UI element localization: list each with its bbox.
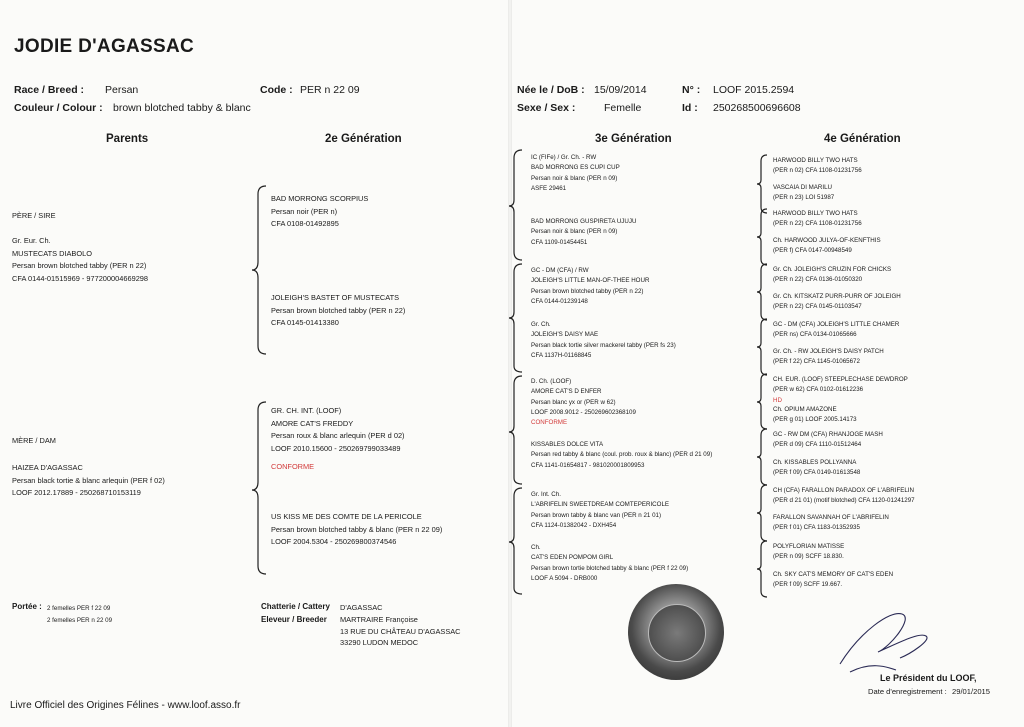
brace-gen4-4 (757, 319, 767, 375)
eleveur-line: MARTRAIRE Françoise (340, 615, 418, 624)
gen3-line: L'ABRIFELIN SWEETDREAM COMTEPERICOLE (531, 501, 670, 509)
gen4-line: (PER ns) CFA 0134-01065666 (773, 331, 857, 339)
gen4-line: Ch. KISSABLES POLLYANNA (773, 459, 857, 466)
gen4-line: (PER n 23) LOI 51987 (773, 194, 835, 202)
gen4-line: FARALLON SAVANNAH OF L'ABRIFELIN (773, 514, 889, 521)
gen3-line: LOOF 2008.9012 - 250269602368109 (531, 408, 636, 416)
sire-line: Persan brown blotched tabby (PER n 22) (12, 261, 147, 270)
brace-gen4-1 (757, 155, 767, 213)
portee-line: 2 femelles PER n 22 09 (47, 617, 113, 624)
date-enregistrement-label: Date d'enregistrement : (868, 687, 947, 696)
gen4-line: (PER n 22) CFA 1108-01231756 (773, 220, 862, 228)
brace-gen3-3 (509, 376, 522, 484)
gen3-line: Persan noir & blanc (PER n 09) (531, 228, 618, 236)
brace-gen4-2 (757, 209, 767, 265)
gen2-line: CFA 0108-01492895 (271, 219, 339, 228)
gen3-line: Persan noir & blanc (PER n 09) (531, 174, 618, 182)
gen3-line: Ch. (531, 544, 541, 551)
gen4-line: Gr. Ch. JOLEIGH'S CRUZIN FOR CHICKS (773, 266, 892, 273)
header-gen3: 3e Génération (595, 133, 672, 145)
numero-value: LOOF 2015.2594 (713, 84, 795, 96)
id-value: 250268500696608 (713, 102, 801, 114)
sire-line: Gr. Eur. Ch. (12, 236, 51, 245)
conforme-note: CONFORME (531, 419, 568, 427)
portee-list (47, 603, 112, 627)
code-value: PER n 22 09 (300, 84, 360, 96)
gen4-line: (PER n 02) CFA 1108-01231756 (773, 167, 862, 175)
brace-gen3-1 (509, 150, 522, 260)
gen4-line: (PER f 09) SCFF 19.667. (773, 581, 843, 589)
cat-name-title: JODIE D'AGASSAC (14, 36, 195, 57)
sire-label: PÈRE / SIRE (12, 211, 56, 220)
seal-emblem (648, 604, 706, 662)
gen4-line: HARWOOD BILLY TWO HATS (773, 210, 858, 217)
gen3-line: CFA 1109-01454451 (531, 238, 588, 246)
gen3-line: Persan brown tortie blotched tabby & blanc (PER f 22 09) (531, 564, 689, 572)
dam-line: LOOF 2012.17889 - 250268710153119 (12, 488, 141, 497)
gen4-line: Ch. SKY CAT'S MEMORY OF CAT'S EDEN (773, 571, 894, 578)
gen4-line: (PER w 62) CFA 0102-01612236 (773, 386, 864, 394)
eleveur-line: 33290 LUDON MEDOC (340, 638, 419, 647)
gen3-line: KISSABLES DOLCE VITA (531, 441, 604, 448)
gen2-line: BAD MORRONG SCORPIUS (271, 194, 369, 203)
race-value: Persan (105, 84, 139, 96)
eleveur-details (340, 614, 461, 649)
footer-text: Livre Officiel des Origines Félines - www.loof.asso.fr (10, 700, 241, 711)
gen3-line: CFA 1124-01382042 - DXH454 (531, 521, 617, 529)
gen4-line: Gr. Ch. - RW JOLEIGH'S DAISY PATCH (773, 348, 884, 355)
gen2-line: Persan roux & blanc arlequin (PER d 02) (271, 431, 405, 440)
gen2-line: GR. CH. INT. (LOOF) (271, 406, 342, 415)
portee-label: Portée : (12, 602, 42, 611)
gen3-line: JOLEIGH'S DAISY MAE (531, 331, 599, 339)
header-gen2: 2e Génération (325, 133, 402, 145)
sire-line: CFA 0144-01515969 - 977200004669298 (12, 273, 149, 283)
gen4-line: CH (CFA) FARALLON PARADOX OF L'ABRIFELIN (773, 487, 914, 494)
hd-note: HD (773, 396, 782, 404)
portee-line: 2 femelles PER f 22 09 (47, 605, 111, 612)
gen3-line: AMORE CAT'S D ENFER (531, 388, 602, 396)
gen3-line: Persan red tabby & blanc (coul. prob. roux & blanc) (PER d 21 09) (531, 451, 713, 459)
gen2-line: Persan brown blotched tabby (PER n 22) (271, 305, 406, 315)
couleur-value: brown blotched tabby & blanc (113, 102, 251, 114)
gen3-line: CFA 0144-01239148 (531, 297, 588, 305)
gen2-line: JOLEIGH'S BASTET OF MUSTECATS (271, 293, 400, 302)
gen2-line: AMORE CAT'S FREDDY (271, 418, 354, 428)
chatterie-label: Chatterie / Cattery (261, 602, 330, 611)
gen4-line: (PER f 09) CFA 0149-01613548 (773, 469, 861, 477)
dam-line: HAIZEA D'AGASSAC (12, 463, 83, 472)
brace-gen4-3 (757, 264, 767, 320)
gen2-line: CFA 0145-01413380 (271, 318, 339, 327)
gen3-line: GC - DM (CFA) / RW (531, 267, 589, 274)
dob-value: 15/09/2014 (594, 84, 647, 96)
brace-gen4-7 (757, 485, 767, 541)
loof-seal (628, 584, 724, 680)
gen2-line: Persan noir (PER n) (271, 206, 338, 216)
eleveur-label: Eleveur / Breeder (261, 615, 327, 624)
gen4-line: GC - DM (CFA) JOLEIGH'S LITTLE CHAMER (773, 321, 900, 328)
gen3-line: ASFE 29461 (531, 184, 567, 192)
gen2-line: LOOF 2004.5304 - 250269800374546 (271, 537, 397, 546)
gen3-line: Persan brown tabby & blanc van (PER n 21 01) (531, 511, 662, 519)
gen3-line: CFA 1141-01654817 - 981020001809953 (531, 461, 645, 469)
president-label: Le Président du LOOF, (880, 673, 977, 683)
gen4-line: (PER d 09) CFA 1110-01512464 (773, 441, 862, 449)
gen4-line: POLYFLORIAN MATISSE (773, 543, 845, 550)
gen3-line: CFA 1137H-01168845 (531, 351, 592, 359)
code-label: Code : (260, 84, 293, 96)
brace-gen3-4 (509, 488, 522, 594)
gen4-line: CH. EUR. (LOOF) STEEPLECHASE DEWDROP (773, 376, 908, 383)
gen3-line: Persan blanc yx or (PER w 62) (531, 398, 616, 406)
brace-gen4-5 (757, 374, 767, 429)
gen4-line: GC - RW DM (CFA) RHANJOGE MASH (773, 431, 883, 438)
gen2-line: LOOF 2010.15600 - 250269799033489 (271, 443, 401, 453)
sexe-value: Femelle (604, 102, 642, 114)
eleveur-line: 13 RUE DU CHÂTEAU D'AGASSAC (340, 626, 461, 636)
chatterie-value: D'AGASSAC (340, 603, 383, 612)
brace-gen3-2 (509, 264, 522, 372)
gen3-line: Persan black tortie silver mackerel tabby (PER fs 23) (531, 341, 676, 349)
header-gen4: 4e Génération (824, 133, 901, 145)
couleur-label: Couleur / Colour : (14, 102, 103, 114)
gen4-line: (PER n 22) CFA 0136-01050320 (773, 276, 863, 284)
gen4-line: (PER f 22) CFA 1145-01065672 (773, 358, 860, 366)
gen4-line: Gr. Ch. KITSKATZ PURR-PURR OF JOLEIGH (773, 293, 901, 300)
brace-gen2-sire (252, 186, 266, 354)
date-enregistrement-value: 29/01/2015 (952, 687, 991, 696)
dam-line: Persan black tortie & blanc arlequin (PER f 02) (12, 475, 165, 485)
gen3-line: Gr. Int. Ch. (531, 491, 561, 498)
gen3-line: IC (FIFe) / Gr. Ch. - RW (531, 154, 597, 161)
gen3-line: Persan brown blotched tabby (PER n 22) (531, 287, 644, 295)
numero-label: N° : (682, 84, 701, 96)
gen4-line: Ch. HARWOOD JULYA-OF-KENFTHIS (773, 237, 881, 244)
gen4-line: (PER n 09) SCFF 18.830. (773, 553, 844, 561)
sire-line: MUSTECATS DIABOLO (12, 248, 92, 258)
gen4-line: VASCAIA DI MARILU (773, 184, 833, 191)
brace-gen2-dam (252, 402, 266, 574)
gen4-line: Ch. OPIUM AMAZONE (773, 406, 837, 413)
gen3-line: JOLEIGH'S LITTLE MAN-OF-THEE HOUR (531, 277, 650, 285)
gen4-line: (PER d 21 01) (motif blotched) CFA 1120-01241297 (773, 497, 915, 505)
president-signature (830, 592, 940, 678)
gen3-line: Gr. Ch. (531, 321, 551, 328)
id-label: Id : (682, 102, 698, 114)
gen4-line: (PER f) CFA 0147-00948549 (773, 247, 852, 255)
gen2-line: US KISS ME DES COMTE DE LA PERICOLE (271, 512, 422, 521)
header-parents: Parents (106, 133, 149, 145)
gen3-line: CAT'S EDEN POMPOM GIRL (531, 554, 614, 562)
gen3-line: LOOF A 5094 - DRB000 (531, 574, 598, 582)
gen4-line: HARWOOD BILLY TWO HATS (773, 157, 858, 164)
gen4-line: (PER n 22) CFA 0145-01103547 (773, 303, 862, 311)
dam-label: MÈRE / DAM (12, 436, 56, 445)
brace-gen4-6 (757, 429, 767, 485)
gen3-line: BAD MORRONG GUSPIRETA UJUJU (531, 218, 637, 225)
sexe-label: Sexe / Sex : (517, 102, 576, 114)
race-label: Race / Breed : (14, 84, 85, 96)
gen4-line: (PER f 01) CFA 1183-01352935 (773, 524, 860, 532)
gen3-line: D. Ch. (LOOF) (531, 378, 572, 385)
brace-gen4-8 (757, 541, 767, 597)
gen4-line: (PER g 01) LOOF 2005.14173 (773, 416, 857, 424)
conforme-note: CONFORME (271, 462, 315, 471)
dob-label: Née le / DoB : (517, 84, 585, 96)
gen3-line: BAD MORRONG ES CUPI CUP (531, 164, 620, 172)
gen2-line: Persan brown blotched tabby & blanc (PER n 22 09) (271, 524, 443, 534)
